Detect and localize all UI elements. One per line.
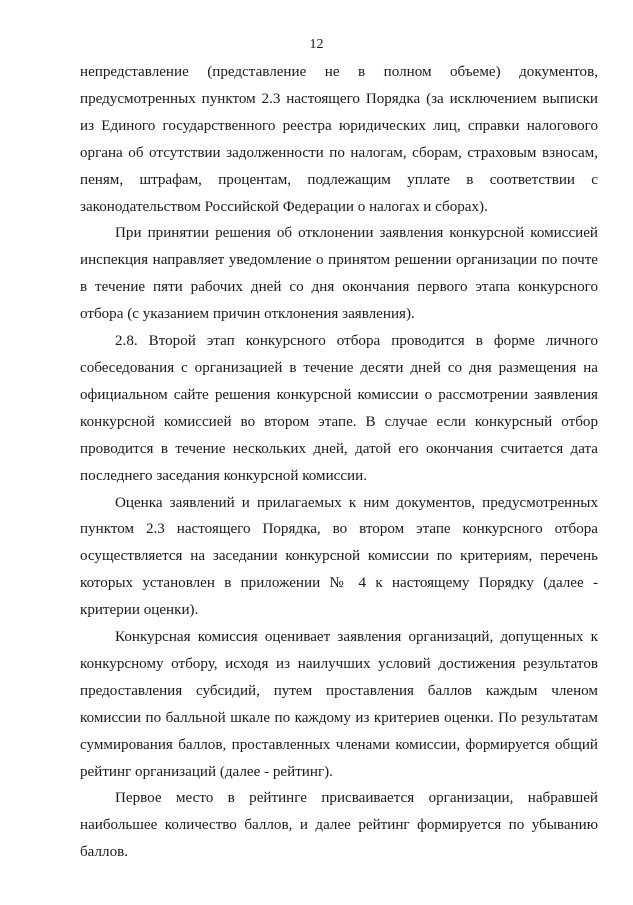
paragraph-rating: Первое место в рейтинге присваивается организации, набравшей наибольшее количество баллов, и далее рейтинг формируется по убыванию баллов. <box>80 790 598 861</box>
paragraph-rejection-notice: При принятии решения об отклонении заявления конкурсной комиссией инспекция направляет уведомление о принятом решении организации по почте в течение пяти рабочих дней со дня окончания первого этапа конкурсного отбора (с указанием причин отклонения заявления). <box>80 225 598 323</box>
paragraph-commission-scoring: Конкурсная комиссия оценивает заявления организаций, допущенных к конкурсному отбору, исходя из наилучших условий достижения результатов предоставления субсидий, путем проставления баллов каждым членом комиссии по балльной шкале по каждому из критериев оценки. По результатам суммирования баллов, проставленных членами комиссии, формируется общий рейтинг организаций (далее - рейтинг). <box>80 629 598 780</box>
paragraph-evaluation: Оценка заявлений и прилагаемых к ним документов, предусмотренных пунктом 2.3 настоящего Порядка, во втором этапе конкурсного отбора осуществляется на заседании конкурсной комиссии по критериям, перечень которых установлен в приложении № 4 к настоящему Порядку (далее - критерии оценки). <box>80 494 598 619</box>
paragraph-second-stage: 2.8. Второй этап конкурсного отбора проводится в форме личного собеседования с организацией в течение десяти дней со дня размещения на официальном сайте решения конкурсной комиссии о рассмотрении заявления конкурсной комиссией во втором этапе. В случае если конкурсный отбор проводится в течение нескольких дней, датой его окончания считается дата последнего заседания конкурсной комиссии. <box>80 333 598 484</box>
page-number: 12 <box>309 37 324 52</box>
paragraph-continuation: непредставление (представление не в полном объеме) документов, предусмотренных пунктом 2.3 настоящего Порядка (за исключением выписки из Единого государственного реестра юридических лиц, справки налогового органа об отсутствии задолженности по налогам, сборам, страховым взносам, пеням, штрафам, процентам, подлежащим уплате в соответствии с законодательством Российской Федерации о налогах и сборах). <box>80 64 598 215</box>
document-body <box>80 59 598 866</box>
